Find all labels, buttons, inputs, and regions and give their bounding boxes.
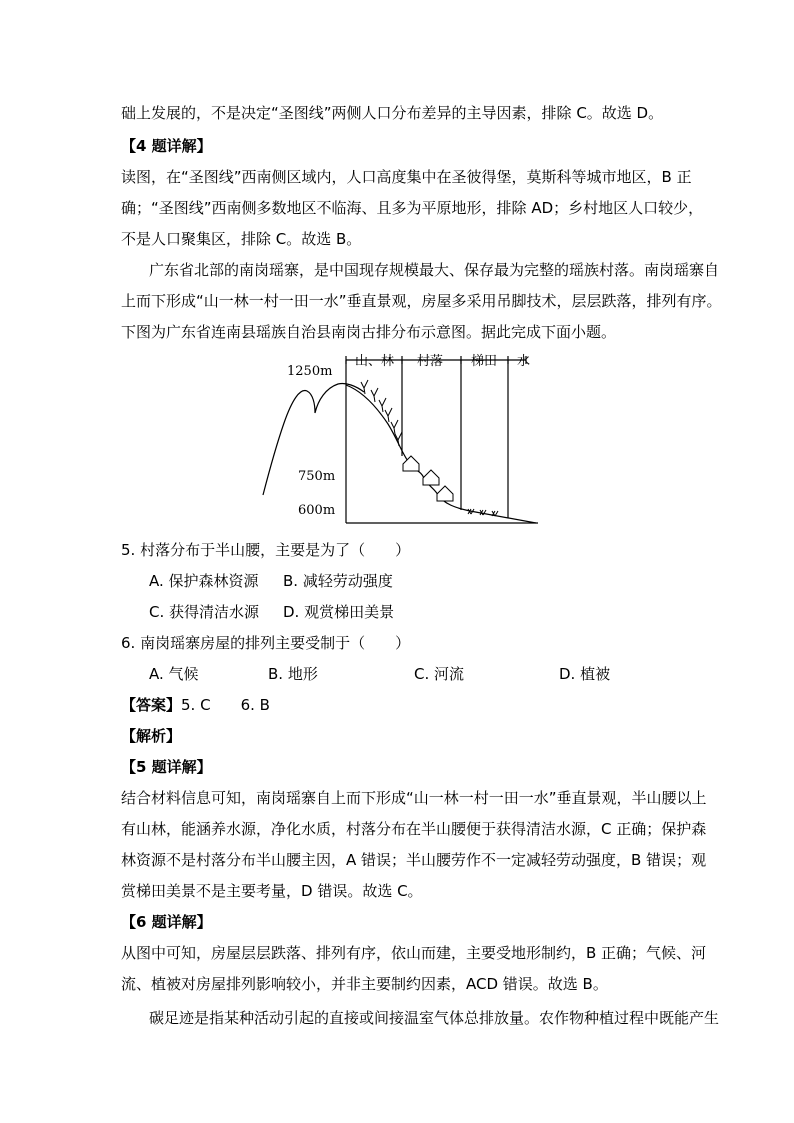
label-elev-1250: 1250m	[287, 364, 333, 379]
analysis-heading: 【解析】	[121, 727, 182, 745]
heading-q4-detail: 【4 题详解】	[121, 137, 212, 155]
line-intro2: 上而下形成“山一林一村一田一水”垂直景观，房屋多采用吊脚技术，层层跌落，排列有序。	[121, 292, 722, 310]
label-zone-terrace: 梯田	[471, 354, 498, 369]
q5-option-b: B. 减轻劳动强度	[283, 572, 393, 590]
q5-option-d: D. 观赏梯田美景	[283, 603, 395, 621]
line-p4a: 读图，在“圣图线”西南侧区域内，人口高度集中在圣彼得堡，莫斯科等城市地区，B 正	[121, 168, 692, 186]
trees-icon	[361, 380, 402, 446]
line-p0: 础上发展的，不是决定“圣图线”两侧人口分布差异的主导因素，排除 C。故选 D。	[121, 104, 664, 122]
answer-label: 【答案】	[121, 696, 182, 714]
question-5: 5. 村落分布于半山腰，主要是为了（ ）	[121, 541, 411, 559]
label-zone-mountain-forest: 山、林	[355, 354, 395, 369]
line-p6b: 流、植被对房屋排列影响较小，并非主要制约因素，ACD 错误。故选 B。	[121, 975, 608, 993]
label-zone-water: 水	[517, 354, 531, 369]
q6-option-a: A. 气候	[149, 665, 199, 683]
line-p5b: 有山林，能涵养水源，净化水质，村落分布在半山腰便于获得清洁水源，C 正确；保护森	[121, 820, 707, 838]
q5-option-a: A. 保护森林资源	[149, 572, 259, 590]
label-elev-750: 750m	[298, 469, 336, 484]
answer-text: 5. C 6. B	[181, 696, 270, 714]
terrain-diagram	[260, 348, 550, 534]
line-p5d: 赏梯田美景不是主要考量，D 错误。故选 C。	[121, 882, 423, 900]
label-elev-600: 600m	[298, 503, 336, 518]
q5-option-c: C. 获得清洁水源	[149, 603, 260, 621]
line-p5a: 结合材料信息可知，南岗瑶寨自上而下形成“山一林一村一田一水”垂直景观，半山腰以上	[121, 789, 707, 807]
line-intro1: 广东省北部的南岗瑶寨，是中国现存规模最大、保存最为完整的瑶族村落。南岗瑶寨自	[149, 261, 720, 279]
heading-q5-detail: 【5 题详解】	[121, 758, 212, 776]
answer-line	[121, 695, 270, 715]
line-p5c: 林资源不是村落分布半山腰主因，A 错误；半山腰劳作不一定减轻劳动强度，B 错误；观	[121, 851, 707, 869]
label-zone-village: 村落	[417, 354, 444, 369]
question-6: 6. 南岗瑶寨房屋的排列主要受制于（ ）	[121, 634, 411, 652]
line-p4b: 确；“圣图线”西南侧多数地区不临海、且多为平原地形，排除 AD；乡村地区人口较少，	[121, 199, 704, 217]
q6-option-b: B. 地形	[268, 665, 318, 683]
q6-option-c: C. 河流	[414, 665, 465, 683]
line-p6a: 从图中可知，房屋层层跌落、排列有序，依山而建，主要受地形制约，B 正确；气候、河	[121, 944, 707, 962]
heading-q6-detail: 【6 题详解】	[121, 913, 212, 931]
line-p7: 碳足迹是指某种活动引起的直接或间接温室气体总排放量。农作物种植过程中既能产生	[149, 1009, 720, 1027]
line-p4c: 不是人口聚集区，排除 C。故选 B。	[121, 230, 362, 248]
line-intro3: 下图为广东省连南县瑶族自治县南岗古排分布示意图。据此完成下面小题。	[121, 323, 617, 341]
q6-option-d: D. 植被	[559, 665, 611, 683]
village-houses-icon	[403, 456, 453, 501]
